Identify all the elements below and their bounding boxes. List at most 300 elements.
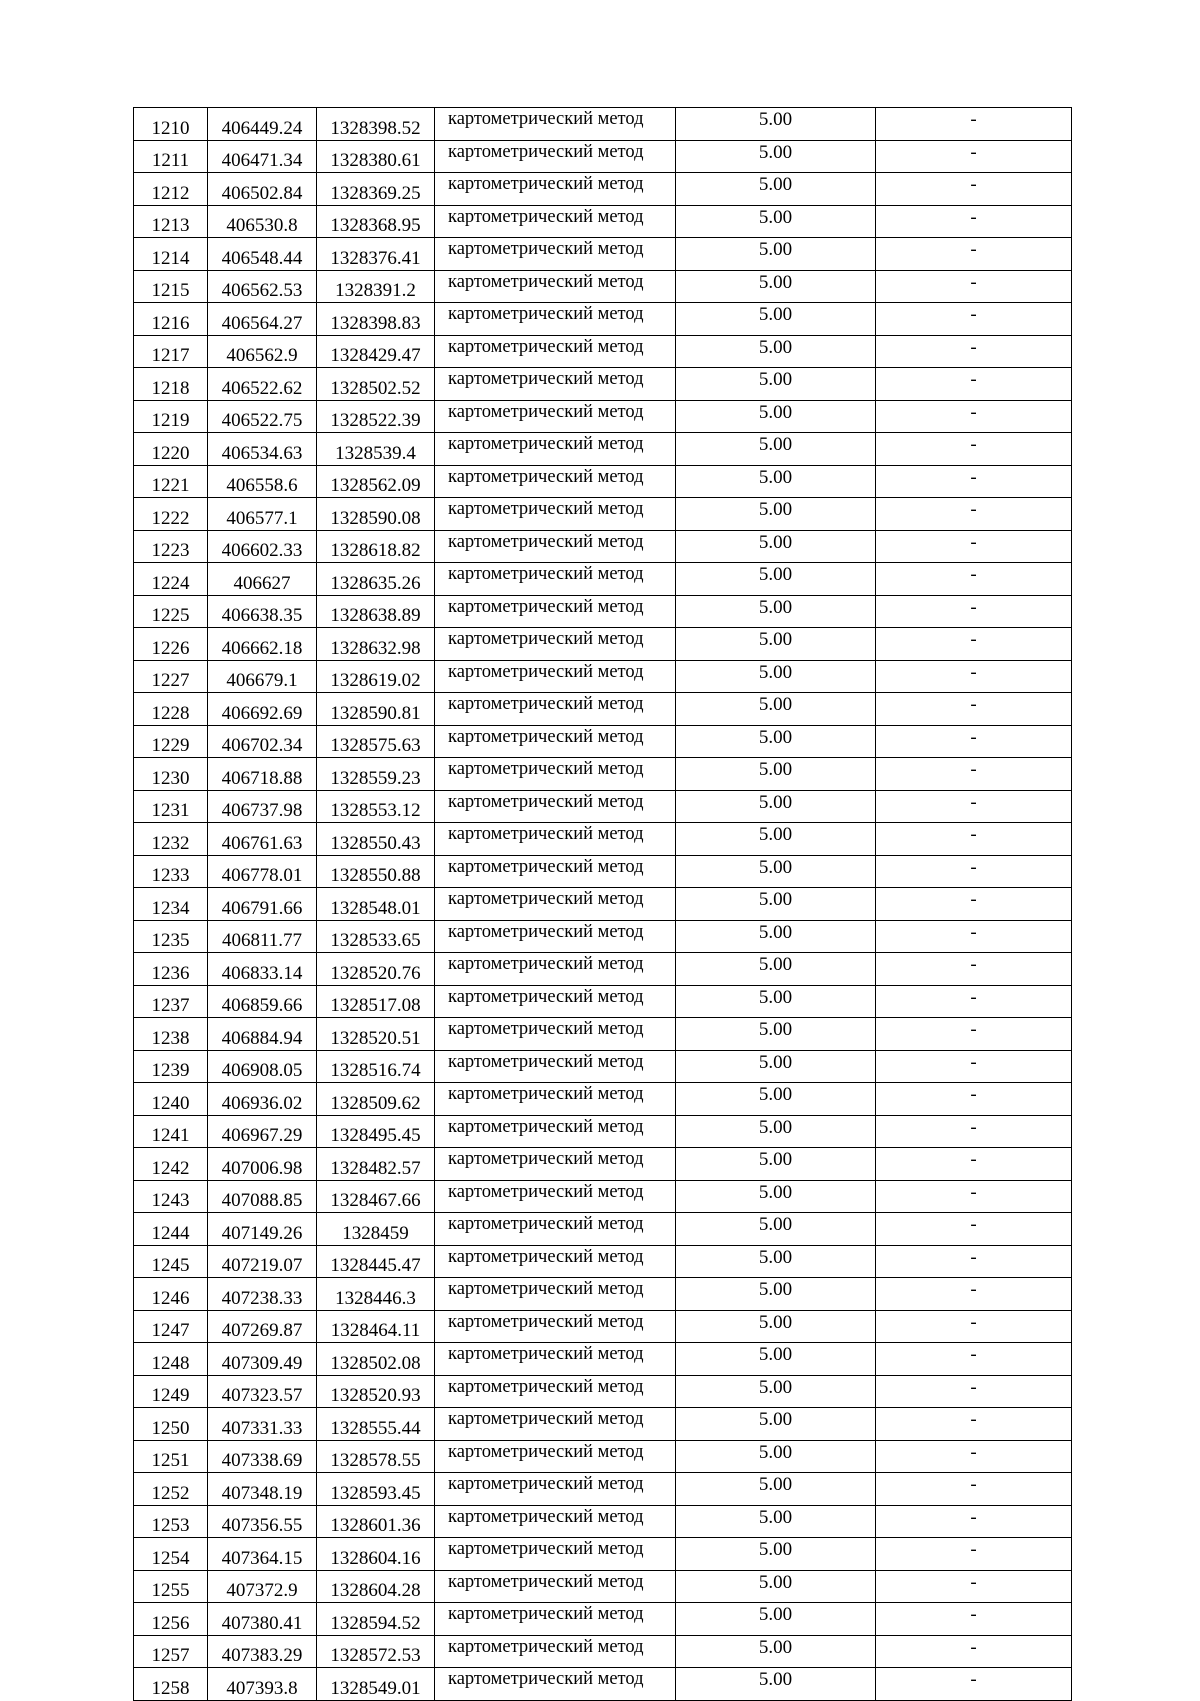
precision-cell: 5.00 (676, 1148, 876, 1181)
description-cell: - (876, 1603, 1072, 1636)
y-coordinate-cell: 1328604.16 (317, 1538, 435, 1571)
method-cell: картометрический метод (435, 1635, 676, 1668)
description-cell: - (876, 1050, 1072, 1083)
precision-cell: 5.00 (676, 725, 876, 758)
x-coordinate-cell: 406564.27 (208, 303, 317, 336)
y-coordinate-cell: 1328522.39 (317, 400, 435, 433)
description-cell: - (876, 1245, 1072, 1278)
x-coordinate-cell: 406602.33 (208, 530, 317, 563)
y-coordinate-cell: 1328632.98 (317, 628, 435, 661)
method-cell: картометрический метод (435, 400, 676, 433)
description-cell: - (876, 1668, 1072, 1701)
table-row (134, 1115, 1072, 1148)
table-row (134, 1343, 1072, 1376)
x-coordinate-cell: 406562.9 (208, 335, 317, 368)
point-number-cell: 1228 (134, 693, 208, 726)
table-row (134, 270, 1072, 303)
point-number-cell: 1244 (134, 1213, 208, 1246)
y-coordinate-cell: 1328376.41 (317, 238, 435, 271)
y-coordinate-cell: 1328459 (317, 1213, 435, 1246)
precision-cell: 5.00 (676, 563, 876, 596)
y-coordinate-cell: 1328553.12 (317, 790, 435, 823)
method-cell: картометрический метод (435, 335, 676, 368)
method-cell: картометрический метод (435, 498, 676, 531)
precision-cell: 5.00 (676, 628, 876, 661)
description-cell: - (876, 140, 1072, 173)
y-coordinate-cell: 1328604.28 (317, 1570, 435, 1603)
method-cell: картометрический метод (435, 1343, 676, 1376)
precision-cell: 5.00 (676, 1115, 876, 1148)
table-row (134, 530, 1072, 563)
x-coordinate-cell: 406577.1 (208, 498, 317, 531)
table-row (134, 595, 1072, 628)
precision-cell: 5.00 (676, 1505, 876, 1538)
y-coordinate-cell: 1328549.01 (317, 1668, 435, 1701)
description-cell: - (876, 335, 1072, 368)
point-number-cell: 1231 (134, 790, 208, 823)
point-number-cell: 1213 (134, 205, 208, 238)
precision-cell: 5.00 (676, 1083, 876, 1116)
method-cell: картометрический метод (435, 920, 676, 953)
precision-cell: 5.00 (676, 1018, 876, 1051)
x-coordinate-cell: 407149.26 (208, 1213, 317, 1246)
table-row (134, 1180, 1072, 1213)
table-row (134, 1473, 1072, 1506)
x-coordinate-cell: 406833.14 (208, 953, 317, 986)
method-cell: картометрический метод (435, 303, 676, 336)
point-number-cell: 1215 (134, 270, 208, 303)
precision-cell: 5.00 (676, 693, 876, 726)
x-coordinate-cell: 406884.94 (208, 1018, 317, 1051)
table-row (134, 1018, 1072, 1051)
x-coordinate-cell: 406530.8 (208, 205, 317, 238)
description-cell: - (876, 1115, 1072, 1148)
table-row (134, 108, 1072, 141)
description-cell: - (876, 530, 1072, 563)
y-coordinate-cell: 1328533.65 (317, 920, 435, 953)
point-number-cell: 1245 (134, 1245, 208, 1278)
table-row (134, 335, 1072, 368)
point-number-cell: 1243 (134, 1180, 208, 1213)
point-number-cell: 1251 (134, 1440, 208, 1473)
y-coordinate-cell: 1328548.01 (317, 888, 435, 921)
x-coordinate-cell: 406967.29 (208, 1115, 317, 1148)
precision-cell: 5.00 (676, 173, 876, 206)
table-row (134, 173, 1072, 206)
description-cell: - (876, 693, 1072, 726)
method-cell: картометрический метод (435, 1018, 676, 1051)
y-coordinate-cell: 1328445.47 (317, 1245, 435, 1278)
y-coordinate-cell: 1328368.95 (317, 205, 435, 238)
precision-cell: 5.00 (676, 953, 876, 986)
x-coordinate-cell: 406718.88 (208, 758, 317, 791)
description-cell: - (876, 173, 1072, 206)
table-row (134, 1148, 1072, 1181)
point-number-cell: 1253 (134, 1505, 208, 1538)
table-row (134, 725, 1072, 758)
table-row (134, 1050, 1072, 1083)
x-coordinate-cell: 406662.18 (208, 628, 317, 661)
precision-cell: 5.00 (676, 1603, 876, 1636)
description-cell: - (876, 465, 1072, 498)
point-number-cell: 1224 (134, 563, 208, 596)
method-cell: картометрический метод (435, 1408, 676, 1441)
table-row (134, 1505, 1072, 1538)
y-coordinate-cell: 1328578.55 (317, 1440, 435, 1473)
table-row (134, 758, 1072, 791)
method-cell: картометрический метод (435, 140, 676, 173)
point-number-cell: 1233 (134, 855, 208, 888)
x-coordinate-cell: 407088.85 (208, 1180, 317, 1213)
method-cell: картометрический метод (435, 725, 676, 758)
y-coordinate-cell: 1328555.44 (317, 1408, 435, 1441)
precision-cell: 5.00 (676, 1375, 876, 1408)
precision-cell: 5.00 (676, 335, 876, 368)
method-cell: картометрический метод (435, 1473, 676, 1506)
precision-cell: 5.00 (676, 238, 876, 271)
table-row (134, 1375, 1072, 1408)
point-number-cell: 1229 (134, 725, 208, 758)
precision-cell: 5.00 (676, 270, 876, 303)
x-coordinate-cell: 407219.07 (208, 1245, 317, 1278)
point-number-cell: 1214 (134, 238, 208, 271)
table-row (134, 205, 1072, 238)
description-cell: - (876, 205, 1072, 238)
x-coordinate-cell: 407331.33 (208, 1408, 317, 1441)
y-coordinate-cell: 1328590.81 (317, 693, 435, 726)
y-coordinate-cell: 1328517.08 (317, 985, 435, 1018)
y-coordinate-cell: 1328446.3 (317, 1278, 435, 1311)
description-cell: - (876, 1213, 1072, 1246)
y-coordinate-cell: 1328539.4 (317, 433, 435, 466)
precision-cell: 5.00 (676, 205, 876, 238)
description-cell: - (876, 758, 1072, 791)
point-number-cell: 1221 (134, 465, 208, 498)
precision-cell: 5.00 (676, 433, 876, 466)
y-coordinate-cell: 1328638.89 (317, 595, 435, 628)
coordinates-table-body (134, 108, 1072, 1701)
x-coordinate-cell: 406534.63 (208, 433, 317, 466)
x-coordinate-cell: 406502.84 (208, 173, 317, 206)
precision-cell: 5.00 (676, 1668, 876, 1701)
point-number-cell: 1220 (134, 433, 208, 466)
description-cell: - (876, 920, 1072, 953)
table-row (134, 1668, 1072, 1701)
table-row (134, 1310, 1072, 1343)
description-cell: - (876, 628, 1072, 661)
method-cell: картометрический метод (435, 1538, 676, 1571)
description-cell: - (876, 1083, 1072, 1116)
method-cell: картометрический метод (435, 1668, 676, 1701)
method-cell: картометрический метод (435, 660, 676, 693)
description-cell: - (876, 1473, 1072, 1506)
table-row (134, 1570, 1072, 1603)
precision-cell: 5.00 (676, 303, 876, 336)
y-coordinate-cell: 1328618.82 (317, 530, 435, 563)
x-coordinate-cell: 406908.05 (208, 1050, 317, 1083)
method-cell: картометрический метод (435, 628, 676, 661)
table-row (134, 628, 1072, 661)
description-cell: - (876, 1505, 1072, 1538)
description-cell: - (876, 1310, 1072, 1343)
method-cell: картометрический метод (435, 693, 676, 726)
precision-cell: 5.00 (676, 595, 876, 628)
point-number-cell: 1247 (134, 1310, 208, 1343)
x-coordinate-cell: 407006.98 (208, 1148, 317, 1181)
method-cell: картометрический метод (435, 108, 676, 141)
point-number-cell: 1252 (134, 1473, 208, 1506)
x-coordinate-cell: 406702.34 (208, 725, 317, 758)
precision-cell: 5.00 (676, 823, 876, 856)
method-cell: картометрический метод (435, 205, 676, 238)
point-number-cell: 1211 (134, 140, 208, 173)
y-coordinate-cell: 1328593.45 (317, 1473, 435, 1506)
x-coordinate-cell: 406471.34 (208, 140, 317, 173)
x-coordinate-cell: 407269.87 (208, 1310, 317, 1343)
x-coordinate-cell: 406548.44 (208, 238, 317, 271)
method-cell: картометрический метод (435, 790, 676, 823)
method-cell: картометрический метод (435, 1245, 676, 1278)
y-coordinate-cell: 1328559.23 (317, 758, 435, 791)
x-coordinate-cell: 407238.33 (208, 1278, 317, 1311)
x-coordinate-cell: 406522.62 (208, 368, 317, 401)
method-cell: картометрический метод (435, 1050, 676, 1083)
table-row (134, 985, 1072, 1018)
method-cell: картометрический метод (435, 1375, 676, 1408)
x-coordinate-cell: 407393.8 (208, 1668, 317, 1701)
point-number-cell: 1256 (134, 1603, 208, 1636)
description-cell: - (876, 1408, 1072, 1441)
precision-cell: 5.00 (676, 1570, 876, 1603)
point-number-cell: 1226 (134, 628, 208, 661)
y-coordinate-cell: 1328380.61 (317, 140, 435, 173)
x-coordinate-cell: 406692.69 (208, 693, 317, 726)
x-coordinate-cell: 407309.49 (208, 1343, 317, 1376)
y-coordinate-cell: 1328562.09 (317, 465, 435, 498)
point-number-cell: 1235 (134, 920, 208, 953)
precision-cell: 5.00 (676, 108, 876, 141)
table-row (134, 1440, 1072, 1473)
description-cell: - (876, 595, 1072, 628)
y-coordinate-cell: 1328601.36 (317, 1505, 435, 1538)
method-cell: картометрический метод (435, 173, 676, 206)
description-cell: - (876, 1018, 1072, 1051)
method-cell: картометрический метод (435, 855, 676, 888)
x-coordinate-cell: 406737.98 (208, 790, 317, 823)
y-coordinate-cell: 1328572.53 (317, 1635, 435, 1668)
table-row (134, 1245, 1072, 1278)
table-row (134, 855, 1072, 888)
table-row (134, 888, 1072, 921)
x-coordinate-cell: 406791.66 (208, 888, 317, 921)
method-cell: картометрический метод (435, 953, 676, 986)
y-coordinate-cell: 1328398.52 (317, 108, 435, 141)
x-coordinate-cell: 407372.9 (208, 1570, 317, 1603)
table-row (134, 1213, 1072, 1246)
y-coordinate-cell: 1328502.08 (317, 1343, 435, 1376)
description-cell: - (876, 368, 1072, 401)
precision-cell: 5.00 (676, 855, 876, 888)
y-coordinate-cell: 1328429.47 (317, 335, 435, 368)
method-cell: картометрический метод (435, 985, 676, 1018)
point-number-cell: 1240 (134, 1083, 208, 1116)
description-cell: - (876, 725, 1072, 758)
table-row (134, 433, 1072, 466)
x-coordinate-cell: 406778.01 (208, 855, 317, 888)
table-row (134, 400, 1072, 433)
y-coordinate-cell: 1328635.26 (317, 563, 435, 596)
table-row (134, 238, 1072, 271)
x-coordinate-cell: 407364.15 (208, 1538, 317, 1571)
description-cell: - (876, 985, 1072, 1018)
precision-cell: 5.00 (676, 1180, 876, 1213)
table-row (134, 1603, 1072, 1636)
precision-cell: 5.00 (676, 1343, 876, 1376)
description-cell: - (876, 953, 1072, 986)
method-cell: картометрический метод (435, 530, 676, 563)
y-coordinate-cell: 1328550.43 (317, 823, 435, 856)
method-cell: картометрический метод (435, 1213, 676, 1246)
table-row (134, 823, 1072, 856)
description-cell: - (876, 1278, 1072, 1311)
x-coordinate-cell: 406859.66 (208, 985, 317, 1018)
method-cell: картометрический метод (435, 1278, 676, 1311)
precision-cell: 5.00 (676, 1213, 876, 1246)
method-cell: картометрический метод (435, 270, 676, 303)
method-cell: картометрический метод (435, 1148, 676, 1181)
table-row (134, 953, 1072, 986)
x-coordinate-cell: 407323.57 (208, 1375, 317, 1408)
table-row (134, 498, 1072, 531)
description-cell: - (876, 1538, 1072, 1571)
precision-cell: 5.00 (676, 660, 876, 693)
y-coordinate-cell: 1328619.02 (317, 660, 435, 693)
point-number-cell: 1223 (134, 530, 208, 563)
table-row (134, 1083, 1072, 1116)
point-number-cell: 1249 (134, 1375, 208, 1408)
y-coordinate-cell: 1328467.66 (317, 1180, 435, 1213)
table-row (134, 563, 1072, 596)
method-cell: картометрический метод (435, 465, 676, 498)
point-number-cell: 1217 (134, 335, 208, 368)
table-row (134, 465, 1072, 498)
x-coordinate-cell: 406811.77 (208, 920, 317, 953)
description-cell: - (876, 238, 1072, 271)
point-number-cell: 1218 (134, 368, 208, 401)
table-row (134, 368, 1072, 401)
y-coordinate-cell: 1328495.45 (317, 1115, 435, 1148)
x-coordinate-cell: 406627 (208, 563, 317, 596)
y-coordinate-cell: 1328550.88 (317, 855, 435, 888)
point-number-cell: 1254 (134, 1538, 208, 1571)
point-number-cell: 1237 (134, 985, 208, 1018)
x-coordinate-cell: 406936.02 (208, 1083, 317, 1116)
method-cell: картометрический метод (435, 1180, 676, 1213)
x-coordinate-cell: 407380.41 (208, 1603, 317, 1636)
point-number-cell: 1242 (134, 1148, 208, 1181)
precision-cell: 5.00 (676, 790, 876, 823)
method-cell: картометрический метод (435, 823, 676, 856)
point-number-cell: 1225 (134, 595, 208, 628)
precision-cell: 5.00 (676, 888, 876, 921)
precision-cell: 5.00 (676, 465, 876, 498)
point-number-cell: 1236 (134, 953, 208, 986)
description-cell: - (876, 1180, 1072, 1213)
precision-cell: 5.00 (676, 368, 876, 401)
point-number-cell: 1212 (134, 173, 208, 206)
coordinates-table (133, 107, 1072, 1701)
point-number-cell: 1239 (134, 1050, 208, 1083)
description-cell: - (876, 1635, 1072, 1668)
x-coordinate-cell: 406679.1 (208, 660, 317, 693)
precision-cell: 5.00 (676, 985, 876, 1018)
method-cell: картометрический метод (435, 1570, 676, 1603)
table-row (134, 140, 1072, 173)
method-cell: картометрический метод (435, 238, 676, 271)
precision-cell: 5.00 (676, 1635, 876, 1668)
point-number-cell: 1250 (134, 1408, 208, 1441)
y-coordinate-cell: 1328369.25 (317, 173, 435, 206)
point-number-cell: 1216 (134, 303, 208, 336)
point-number-cell: 1222 (134, 498, 208, 531)
precision-cell: 5.00 (676, 1473, 876, 1506)
table-row (134, 1278, 1072, 1311)
point-number-cell: 1258 (134, 1668, 208, 1701)
precision-cell: 5.00 (676, 1245, 876, 1278)
description-cell: - (876, 1440, 1072, 1473)
y-coordinate-cell: 1328509.62 (317, 1083, 435, 1116)
point-number-cell: 1234 (134, 888, 208, 921)
description-cell: - (876, 1375, 1072, 1408)
y-coordinate-cell: 1328520.76 (317, 953, 435, 986)
point-number-cell: 1248 (134, 1343, 208, 1376)
description-cell: - (876, 400, 1072, 433)
table-row (134, 1538, 1072, 1571)
point-number-cell: 1219 (134, 400, 208, 433)
x-coordinate-cell: 407348.19 (208, 1473, 317, 1506)
description-cell: - (876, 433, 1072, 466)
table-row (134, 303, 1072, 336)
method-cell: картометрический метод (435, 1115, 676, 1148)
x-coordinate-cell: 406761.63 (208, 823, 317, 856)
y-coordinate-cell: 1328398.83 (317, 303, 435, 336)
y-coordinate-cell: 1328464.11 (317, 1310, 435, 1343)
point-number-cell: 1255 (134, 1570, 208, 1603)
method-cell: картометрический метод (435, 888, 676, 921)
point-number-cell: 1241 (134, 1115, 208, 1148)
table-row (134, 790, 1072, 823)
description-cell: - (876, 888, 1072, 921)
method-cell: картометрический метод (435, 368, 676, 401)
table-row (134, 693, 1072, 726)
table-row (134, 660, 1072, 693)
precision-cell: 5.00 (676, 1050, 876, 1083)
x-coordinate-cell: 406522.75 (208, 400, 317, 433)
precision-cell: 5.00 (676, 920, 876, 953)
point-number-cell: 1246 (134, 1278, 208, 1311)
precision-cell: 5.00 (676, 530, 876, 563)
precision-cell: 5.00 (676, 758, 876, 791)
point-number-cell: 1227 (134, 660, 208, 693)
y-coordinate-cell: 1328594.52 (317, 1603, 435, 1636)
description-cell: - (876, 660, 1072, 693)
table-row (134, 1635, 1072, 1668)
description-cell: - (876, 855, 1072, 888)
table-row (134, 920, 1072, 953)
point-number-cell: 1230 (134, 758, 208, 791)
y-coordinate-cell: 1328575.63 (317, 725, 435, 758)
description-cell: - (876, 108, 1072, 141)
